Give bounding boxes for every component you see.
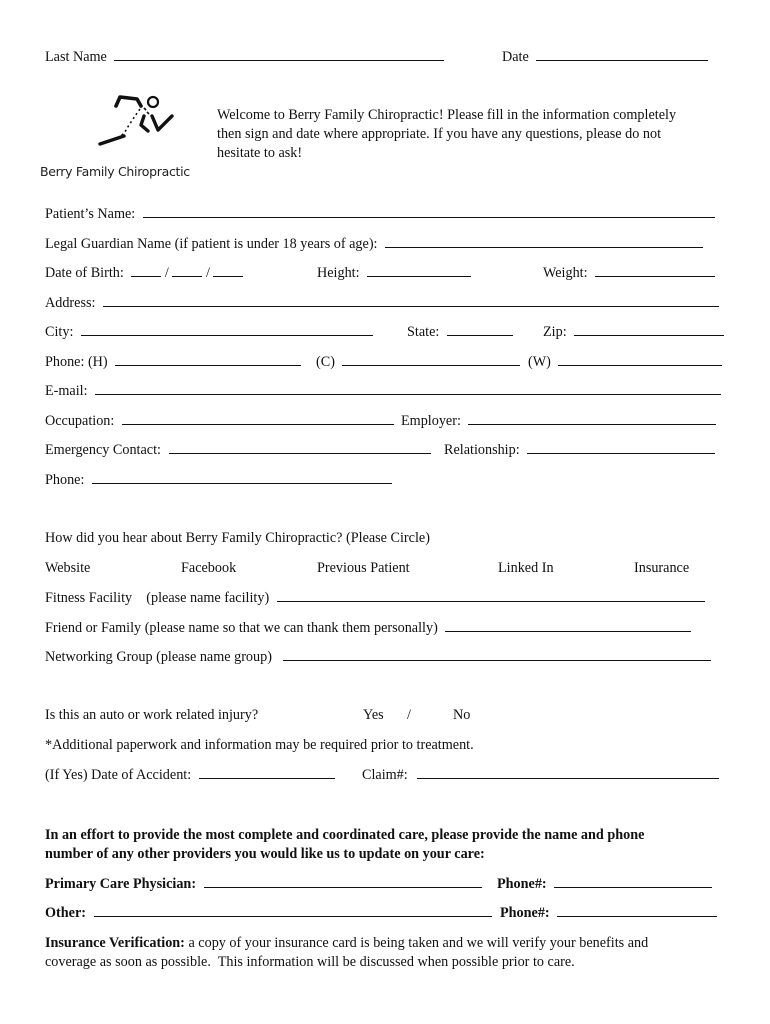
insurance-verification-line-1: [45, 934, 648, 953]
referral-option-previous-patient[interactable]: Previous Patient: [317, 560, 410, 576]
employer-label: Employer:: [401, 413, 461, 429]
address-row: [45, 294, 719, 311]
height-row: [317, 264, 471, 281]
running-figure-logo-icon: [40, 94, 200, 154]
state-row: [407, 323, 513, 340]
guardian-label: Legal Guardian Name (if patient is under 18 years of age):: [45, 236, 378, 252]
guardian-field[interactable]: [385, 235, 703, 248]
fitness-facility-row: [45, 589, 705, 606]
claim-row: [362, 766, 719, 783]
city-row: [45, 323, 373, 340]
referral-option-facebook[interactable]: Facebook: [181, 560, 237, 576]
city-field[interactable]: [81, 323, 373, 336]
zip-field[interactable]: [574, 323, 724, 336]
employer-field[interactable]: [468, 412, 716, 425]
referral-option-website[interactable]: Website: [45, 560, 91, 576]
emergency-contact-row: [45, 441, 431, 458]
accident-date-label: (If Yes) Date of Accident:: [45, 767, 192, 783]
injury-question: Is this an auto or work related injury?: [45, 707, 259, 723]
last-name-label: Last Name: [45, 49, 107, 65]
dob-label: Date of Birth:: [45, 265, 124, 281]
email-label: E-mail:: [45, 383, 88, 399]
patient-name-row: [45, 205, 715, 222]
work-phone-field[interactable]: [558, 353, 722, 366]
date-label: Date: [502, 49, 529, 65]
friend-family-field[interactable]: [445, 619, 691, 632]
last-name-field[interactable]: [114, 48, 444, 61]
accident-date-row: [45, 766, 335, 783]
claim-label: Claim#:: [362, 767, 408, 783]
emergency-phone-field[interactable]: [92, 471, 392, 484]
accident-date-field[interactable]: [199, 766, 335, 779]
home-phone-field[interactable]: [115, 353, 301, 366]
date-row: [502, 48, 708, 65]
referral-option-insurance[interactable]: Insurance: [634, 560, 690, 576]
logo-text: Berry Family Chiropractic: [40, 164, 190, 179]
other-provider-field[interactable]: [94, 904, 492, 917]
insurance-verification: [45, 934, 648, 972]
patient-name-field[interactable]: [143, 205, 715, 218]
date-field[interactable]: [536, 48, 708, 61]
primary-care-phone-field[interactable]: [554, 875, 712, 888]
injury-slash: /: [407, 707, 411, 723]
home-phone-row: [45, 353, 301, 370]
berry-family-chiropractic-logo: [40, 94, 200, 186]
email-row: [45, 382, 721, 399]
height-field[interactable]: [367, 264, 471, 277]
occupation-field[interactable]: [122, 412, 394, 425]
primary-care-phone-row: [497, 875, 712, 892]
injury-yes-option[interactable]: Yes: [363, 707, 384, 723]
claim-field[interactable]: [417, 766, 719, 779]
state-label: State:: [407, 324, 440, 340]
state-field[interactable]: [447, 323, 513, 336]
other-provider-label: Other:: [45, 905, 86, 921]
height-label: Height:: [317, 265, 360, 281]
welcome-line-1: Welcome to Berry Family Chiropractic! Please fill in the information completely: [217, 107, 677, 123]
providers-intro-line-1: In an effort to provide the most complete and coordinated care, please provide the name and phone: [45, 827, 645, 843]
providers-intro-line-2: number of any other providers you would like us to update on your care:: [45, 846, 485, 862]
friend-family-label: Friend or Family (please name so that we can thank them personally): [45, 620, 438, 636]
networking-group-field[interactable]: [283, 648, 711, 661]
dob-separator: /: [164, 265, 169, 281]
fitness-facility-label: Fitness Facility (please name facility): [45, 590, 270, 606]
injury-note: *Additional paperwork and information may be required prior to treatment.: [45, 737, 474, 753]
emergency-phone-label: Phone:: [45, 472, 85, 488]
zip-label: Zip:: [543, 324, 567, 340]
cell-phone-label: (C): [316, 354, 335, 370]
primary-care-phone-label: Phone#:: [497, 876, 547, 892]
primary-care-field[interactable]: [204, 875, 482, 888]
zip-row: [543, 323, 724, 340]
other-provider-phone-row: [500, 904, 717, 921]
email-field[interactable]: [95, 382, 721, 395]
occupation-label: Occupation:: [45, 413, 115, 429]
referral-question: How did you hear about Berry Family Chiropractic? (Please Circle): [45, 530, 430, 546]
patient-name-label: Patient’s Name:: [45, 206, 136, 222]
city-label: City:: [45, 324, 74, 340]
friend-family-row: [45, 619, 691, 636]
emergency-contact-label: Emergency Contact:: [45, 442, 161, 458]
emergency-phone-row: [45, 471, 392, 488]
insurance-verification-label: Insurance Verification:: [45, 935, 185, 951]
welcome-line-3: hesitate to ask!: [217, 145, 303, 161]
primary-care-row: [45, 875, 482, 892]
last-name-row: [45, 48, 444, 65]
cell-phone-field[interactable]: [342, 353, 520, 366]
dob-day-field[interactable]: [172, 264, 202, 277]
injury-no-option[interactable]: No: [453, 707, 471, 723]
work-phone-row: [528, 353, 722, 370]
weight-row: [543, 264, 715, 281]
networking-group-label: Networking Group (please name group): [45, 649, 272, 665]
other-provider-phone-label: Phone#:: [500, 905, 550, 921]
referral-option-linked-in[interactable]: Linked In: [498, 560, 554, 576]
other-provider-phone-field[interactable]: [557, 904, 717, 917]
home-phone-label: Phone: (H): [45, 354, 108, 370]
providers-intro: [45, 826, 644, 864]
employer-row: [401, 412, 716, 429]
insurance-verification-text-1: a copy of your insurance card is being taken and we will verify your benefits and: [184, 935, 649, 951]
relationship-row: [444, 441, 715, 458]
address-label: Address:: [45, 295, 96, 311]
work-phone-label: (W): [528, 354, 551, 370]
dob-row: [45, 264, 243, 281]
networking-group-row: [45, 648, 711, 665]
weight-field[interactable]: [595, 264, 715, 277]
dob-year-field[interactable]: [213, 264, 243, 277]
welcome-message: [217, 106, 676, 163]
dob-month-field[interactable]: [131, 264, 161, 277]
other-provider-row: [45, 904, 492, 921]
welcome-line-2: then sign and date where appropriate. If you have any questions, please do not: [217, 126, 662, 142]
dob-separator: /: [205, 265, 210, 281]
relationship-label: Relationship:: [444, 442, 520, 458]
guardian-row: [45, 235, 703, 252]
address-field[interactable]: [103, 294, 719, 307]
relationship-field[interactable]: [527, 441, 715, 454]
primary-care-label: Primary Care Physician:: [45, 876, 197, 892]
emergency-contact-field[interactable]: [169, 441, 431, 454]
occupation-row: [45, 412, 394, 429]
cell-phone-row: [316, 353, 520, 370]
weight-label: Weight:: [543, 265, 588, 281]
fitness-facility-field[interactable]: [277, 589, 705, 602]
insurance-verification-line-2: coverage as soon as possible. This information will be discussed when possible prior to care.: [45, 954, 575, 970]
